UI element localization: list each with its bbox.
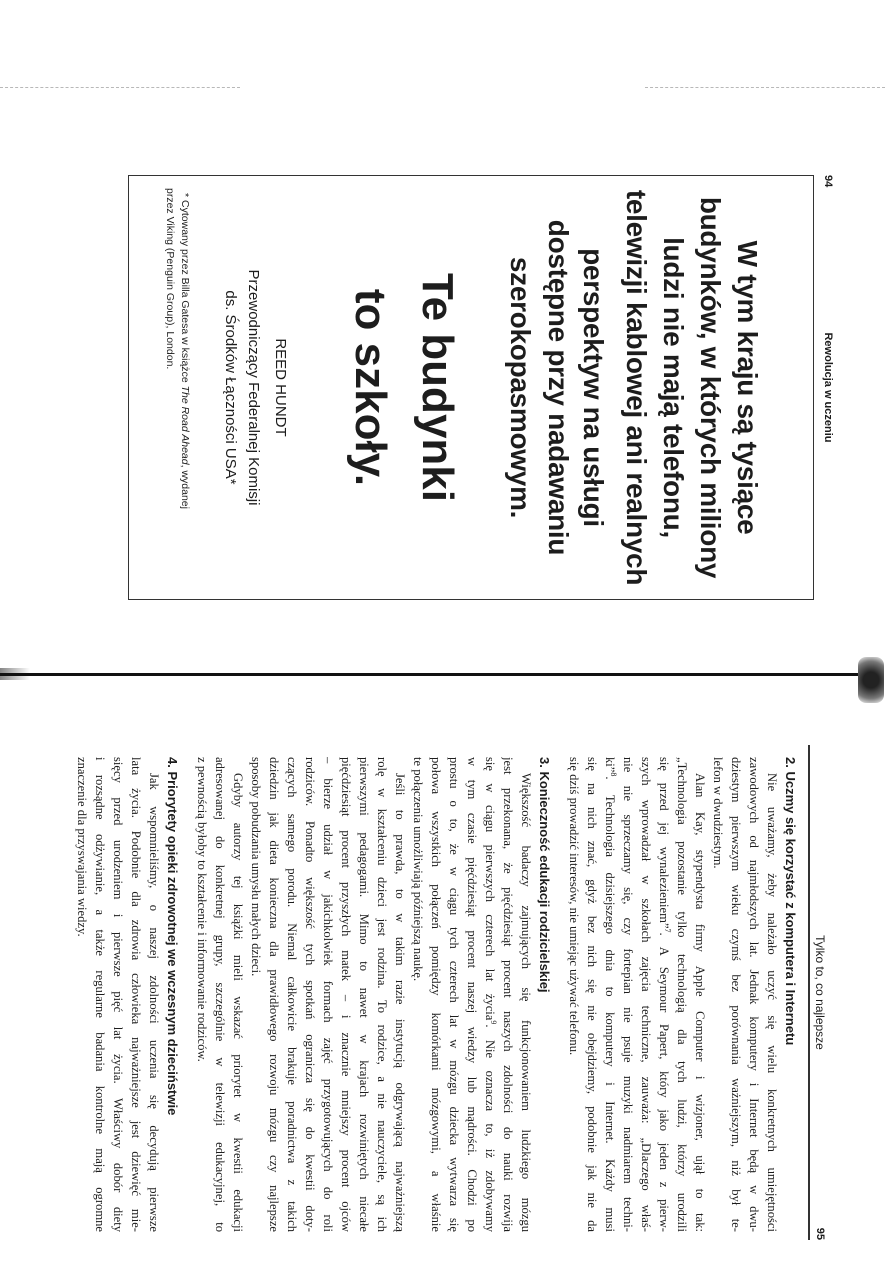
text-line [601, 757, 619, 1232]
quote-line: telewizji kablowej ani realnych [621, 189, 652, 586]
punchline: Te budynki [413, 273, 462, 502]
attribution-title: Przewodniczący Federalnej Komisji [245, 269, 262, 506]
header-rule [809, 745, 811, 1240]
text-line: prostu o to, że w ciągu tych czterech lat w mózgu dziecka wytwarza się [447, 757, 461, 1232]
text-line [655, 757, 673, 1232]
text-line: Nie uważamy, żeby należało uczyć się wielu konkretnych umiejętności [765, 773, 779, 1232]
quote-line: W tym kraju są tysiące [732, 240, 763, 535]
punchline: to szkoły. [346, 288, 395, 487]
scan-artifact-top-left [0, 87, 240, 89]
footnote-ref: 9 [489, 1020, 499, 1025]
text-line: pierwszymi pedagogami. Mimo to nawet w krajach rozwiniętych niecałe [357, 757, 371, 1232]
text-line: w tym czasie pięćdziesiąt procent naszej wiedzy lub mądrości. Chodzi po [465, 757, 479, 1232]
footnote-ref: 7 [663, 928, 673, 933]
text-line: Gdyby autorzy tej książki mieli wskazać priorytet w kwestii edukacji [231, 773, 245, 1232]
page-number: 94 [822, 175, 834, 188]
section-heading: 4. Priorytety opieki zdrowotnej we wczesnym dzieciństwie [165, 757, 180, 1116]
text-line: szych wprowadzał w szkołach zajęcia techniczne, zauważa: „Dlaczego właś- [639, 757, 653, 1232]
page-number: 95 [814, 1227, 826, 1240]
book-gutter-line [0, 673, 875, 676]
text-line: i rozsądne odżywianie, a także regularne badania kontrolne mają ogromne [93, 757, 107, 1232]
text-fragment: . Nie oznacza to, iż zdobywamy [483, 1024, 497, 1232]
text-line [481, 757, 499, 1232]
text-line: rodziców. Ponadto większość tych spotkań ogranicza się do kwestii doty- [303, 757, 317, 1232]
text-line: połowa wszystkich połączeń pomiędzy komórkami mózgowymi, a właśnie [429, 757, 443, 1232]
section-heading: 3. Konieczność edukacji rodzicielskiej [537, 757, 552, 993]
text-line: sięcy przed urodzeniem i pierwsze pięć lat życia. Właściwy dobór diety [111, 757, 125, 1232]
text-line: pięćdziesiąt procent przyszłych matek – i znacznie mniejszy procent ojców [339, 757, 353, 1232]
quote-line: dostępne przy nadawaniu [543, 219, 574, 556]
text-line: te połączenia umożliwiają późniejszą naukę. [411, 757, 425, 982]
text-line: z pewnością byłoby to kształcenie i informowanie rodziców. [195, 757, 209, 1062]
text-line: zawodowych od najmłodszych lat. Jednak komputery i Internet będą w dwu- [747, 757, 761, 1232]
text-line: znaczenie dla przyswajania wiedzy. [75, 757, 89, 937]
footnote-text: Cytowany przez Billa Gatesa w książce [179, 200, 191, 386]
text-line: lefon w dwudziestym. [711, 757, 725, 869]
text-fragment: się przed jej wynalezieniem” [657, 757, 671, 929]
quote-line: budynków, w których miliony [695, 196, 726, 579]
footnote-text: , wydanej [179, 464, 191, 509]
text-line: dziestym pierwszym wieku czymś bez porównania ważniejszym, niż był te- [729, 757, 743, 1232]
left-page [120, 160, 850, 620]
text-line: Większość badaczy zajmujących się funkcjonowaniem ludzkiego mózgu [519, 773, 533, 1232]
right-page [40, 740, 850, 1250]
quote-line: ludzi nie mają telefonu, [658, 237, 689, 538]
text-line: Jeśli to prawda, to w takim razie instytucją odgrywającą najważniejszą [393, 773, 407, 1232]
text-line: czących samego porodu. Niemal całkowicie brakuje poradnictwa z takich [285, 757, 299, 1232]
text-line: – bierze udział w jakichkolwiek formach zajęć przygotowujących do roli [321, 757, 335, 1232]
text-line: jest przekonana, że pięćdziesiąt procent naszych zdolności do nauki rozwija [501, 757, 515, 1232]
text-line: dziedzin jak dieta konieczna dla prawidłowego rozwoju mózgu czy najlepsze [267, 757, 281, 1232]
book-title: The Road Ahead [179, 385, 191, 465]
scan-artifact-top-right [645, 87, 885, 89]
running-head: Rewolucja w uczeniu [822, 332, 834, 443]
text-line: lata życia. Podobnie dla zdrowia człowieka najważniejsze jest dziewięć mie- [129, 757, 143, 1232]
text-line: adresowanej do konkretnej grupy, szczególnie w telewizji edukacyjnej, to [213, 757, 227, 1232]
text-line: nie nie sprzeczamy się, czy fortepian nie psuje muzyki nadmiarem techni- [621, 757, 635, 1232]
text-line: sposoby pobudzania umysłu małych dzieci. [249, 757, 263, 977]
footnote [178, 193, 192, 509]
scan-smudge [858, 657, 884, 703]
text-fragment: . A Seymour Papert, który jako jeden z pierw- [657, 932, 671, 1232]
section-heading: 2. Uczmy się korzystać z komputera i Internetu [783, 757, 798, 1046]
attribution-name: REED HUNDT [272, 338, 289, 437]
text-line: Jak wspomnieliśmy, o naszej zdolności uczenia się decydują pierwsze [147, 773, 161, 1232]
text-line: się na nich znać, gdyż bez nich się nie obejdziemy, podobnie jak nie da [585, 757, 599, 1232]
footnote-line-2: przez Viking (Penguin Group), London. [164, 188, 176, 370]
quote-line: perspektyw na usługi [578, 248, 609, 527]
text-fragment: ki” [603, 757, 617, 773]
running-head: Tylko to, co najlepsze [813, 935, 827, 1050]
text-fragment: . Technologia dzisiejszego dnia to komputery i Internet. Każdy musi [603, 776, 617, 1232]
text-line: rolę w kształceniu dzieci jest rodzina. To rodzice, a nie nauczyciele, są ich [375, 757, 389, 1232]
footnote-ref: 8 [609, 772, 619, 777]
text-line: Alan Kay, stypendysta firmy Apple Computer i wizjoner, ujął to tak: [693, 773, 707, 1232]
text-line: się dziś prowadzić interesów, nie umiejąc używać telefonu. [567, 757, 581, 1056]
text-line: „Technologia pozostanie tylko technologią dla tych ludzi, którzy urodzili [675, 757, 689, 1232]
text-fragment: się w ciągu pierwszych czterech lat życia [483, 757, 497, 1021]
attribution-title: ds. Środków Łączności USA* [222, 290, 239, 485]
quote-line: szerokopasmowym. [505, 256, 536, 519]
footnote-marker: * [179, 193, 191, 198]
page-body [73, 757, 799, 1232]
